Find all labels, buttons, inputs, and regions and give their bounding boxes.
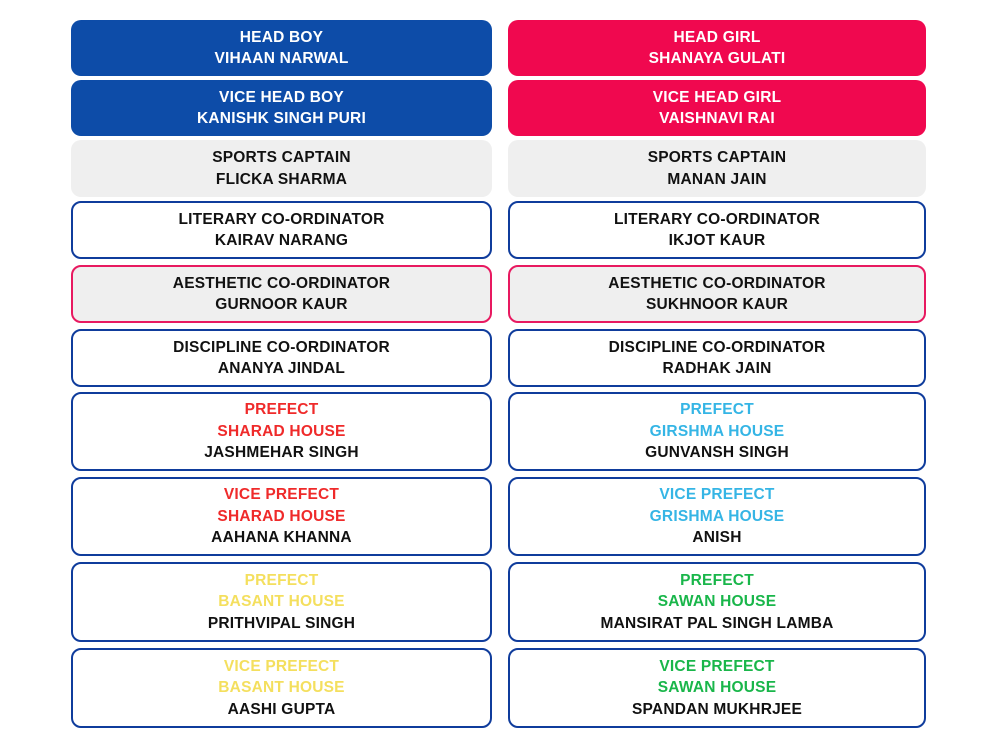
- literary-name-right: IKJOT KAUR: [668, 232, 766, 249]
- vice-prefect-house-sawan: SAWAN HOUSE: [657, 679, 777, 697]
- aesthetic-coordinator-card-left: [71, 265, 492, 323]
- vice-prefect-card-basant: [71, 648, 492, 728]
- vice-head-boy-name: KANISHK SINGH PURI: [197, 110, 366, 127]
- vice-prefect-house-sharad: SHARAD HOUSE: [217, 507, 346, 525]
- literary-role-left: LITERARY CO-ORDINATOR: [178, 210, 385, 228]
- sports-captain-card-left: [71, 140, 492, 197]
- sports-captain-role-left: SPORTS CAPTAIN: [212, 149, 351, 166]
- vice-prefect-card-grishma: [508, 477, 926, 556]
- vice-head-girl-role: VICE HEAD GIRL: [652, 88, 782, 106]
- head-boy-role: HEAD BOY: [239, 28, 324, 46]
- discipline-name-left: ANANYA JINDAL: [217, 360, 346, 377]
- literary-role-right: LITERARY CO-ORDINATOR: [614, 210, 820, 228]
- vice-head-girl-card: [508, 80, 926, 136]
- vice-head-girl-name: VAISHNAVI RAI: [659, 110, 775, 127]
- head-boy-name: VIHAAN NARWAL: [214, 50, 349, 67]
- discipline-name-right: RADHAK JAIN: [662, 360, 772, 377]
- prefect-role-sharad: PREFECT: [244, 401, 319, 419]
- prefect-card-sawan: [508, 562, 926, 642]
- sports-captain-name-left: FLICKA SHARMA: [215, 170, 348, 188]
- prefect-card-grishma: [508, 392, 926, 471]
- vice-head-boy-role: VICE HEAD BOY: [219, 88, 344, 106]
- prefect-role-basant: PREFECT: [244, 571, 319, 589]
- prefect-name-grishma: GUNVANSH SINGH: [645, 444, 789, 462]
- head-girl-name: SHANAYA GULATI: [648, 50, 786, 67]
- discipline-role-left: DISCIPLINE CO-ORDINATOR: [173, 338, 390, 356]
- aesthetic-coordinator-card-right: [508, 265, 926, 323]
- literary-name-left: KAIRAV NARANG: [214, 232, 349, 249]
- prefect-name-basant: PRITHVIPAL SINGH: [207, 614, 356, 632]
- vice-prefect-house-grishma: GRISHMA HOUSE: [649, 507, 785, 525]
- prefect-card-sharad: [71, 392, 492, 471]
- head-boy-card: [71, 20, 492, 76]
- head-girl-card: [508, 20, 926, 76]
- prefect-role-grishma: PREFECT: [680, 401, 754, 419]
- vice-prefect-role-sawan: VICE PREFECT: [659, 657, 775, 675]
- sports-captain-card-right: [508, 140, 926, 197]
- discipline-role-right: DISCIPLINE CO-ORDINATOR: [608, 338, 826, 356]
- prefect-name-sawan: MANSIRAT PAL SINGH LAMBA: [600, 614, 834, 632]
- prefect-name-sharad: JASHMEHAR SINGH: [204, 444, 359, 462]
- vice-prefect-card-sharad: [71, 477, 492, 556]
- prefect-card-basant: [71, 562, 492, 642]
- sports-captain-role-right: SPORTS CAPTAIN: [647, 149, 787, 166]
- vice-prefect-house-basant: BASANT HOUSE: [218, 679, 345, 697]
- vice-prefect-name-sharad: AAHANA KHANNA: [211, 529, 352, 547]
- vice-prefect-role-basant: VICE PREFECT: [223, 657, 340, 675]
- aesthetic-role-left: AESTHETIC CO-ORDINATOR: [172, 274, 391, 292]
- vice-prefect-name-basant: AASHI GUPTA: [227, 700, 336, 718]
- vice-prefect-name-grishma: ANISH: [692, 529, 742, 547]
- aesthetic-name-left: GURNOOR KAUR: [215, 296, 348, 313]
- sports-captain-name-right: MANAN JAIN: [667, 170, 767, 188]
- discipline-coordinator-card-left: [71, 329, 492, 387]
- vice-prefect-name-sawan: SPANDAN MUKHRJEE: [632, 700, 802, 718]
- head-girl-role: HEAD GIRL: [673, 28, 761, 46]
- aesthetic-name-right: SUKHNOOR KAUR: [645, 296, 789, 313]
- discipline-coordinator-card-right: [508, 329, 926, 387]
- vice-prefect-role-grishma: VICE PREFECT: [659, 486, 775, 504]
- prefect-role-sawan: PREFECT: [680, 571, 754, 589]
- vice-head-boy-card: [71, 80, 492, 136]
- literary-coordinator-card-right: [508, 201, 926, 259]
- prefect-house-sawan: SAWAN HOUSE: [657, 593, 777, 611]
- prefect-house-sharad: SHARAD HOUSE: [217, 422, 346, 440]
- prefect-house-basant: BASANT HOUSE: [218, 593, 345, 611]
- literary-coordinator-card-left: [71, 201, 492, 259]
- prefect-house-grishma: GIRSHMA HOUSE: [649, 422, 785, 440]
- vice-prefect-role-sharad: VICE PREFECT: [223, 486, 340, 504]
- vice-prefect-card-sawan: [508, 648, 926, 728]
- aesthetic-role-right: AESTHETIC CO-ORDINATOR: [608, 274, 826, 292]
